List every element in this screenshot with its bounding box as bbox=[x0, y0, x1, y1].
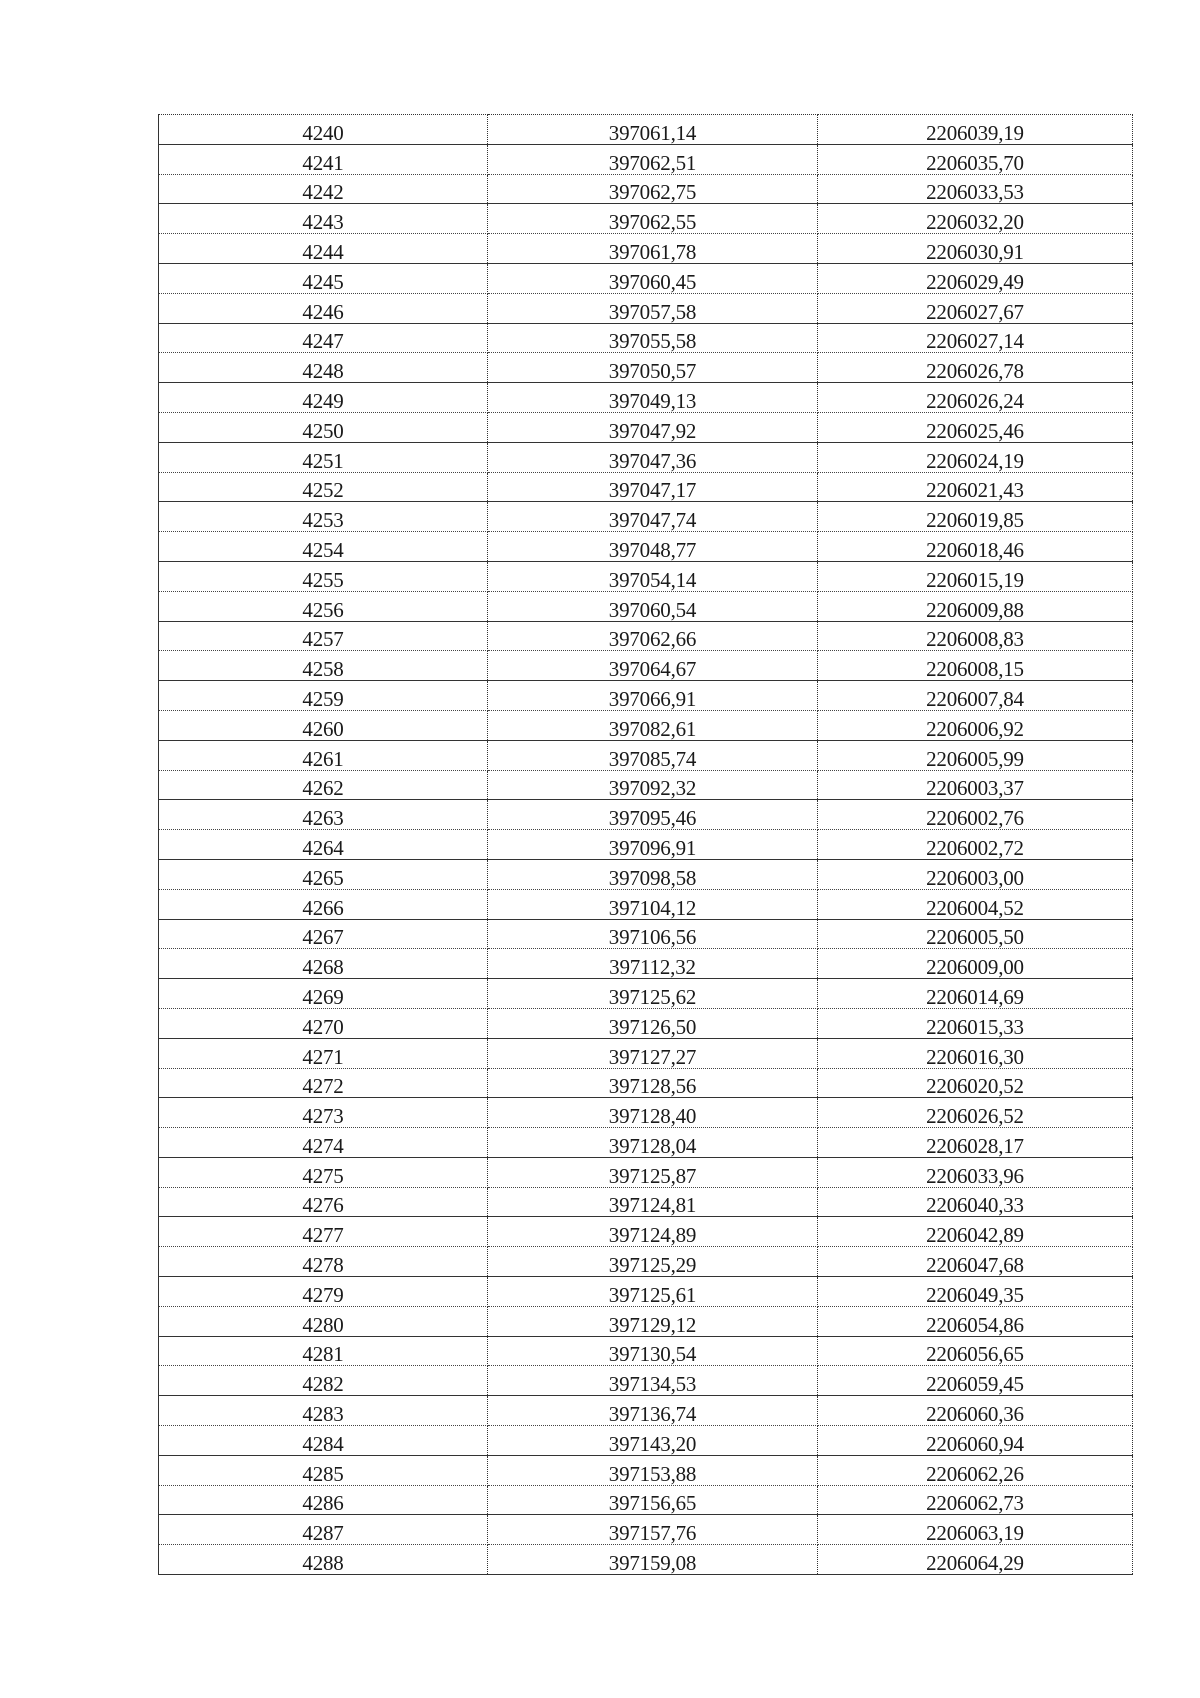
point-number-cell: 4252 bbox=[159, 472, 488, 502]
point-number-cell: 4261 bbox=[159, 740, 488, 770]
table-row bbox=[159, 1008, 1133, 1038]
point-number-cell: 4250 bbox=[159, 412, 488, 442]
point-number-cell: 4240 bbox=[159, 115, 488, 145]
point-number-cell: 4255 bbox=[159, 561, 488, 591]
table-row bbox=[159, 115, 1133, 145]
table-row bbox=[159, 293, 1133, 323]
y-coordinate-cell: 2206054,86 bbox=[818, 1306, 1133, 1336]
point-number-cell: 4249 bbox=[159, 383, 488, 413]
table-row bbox=[159, 979, 1133, 1009]
y-coordinate-cell: 2206032,20 bbox=[818, 204, 1133, 234]
point-number-cell: 4243 bbox=[159, 204, 488, 234]
y-coordinate-cell: 2206009,88 bbox=[818, 591, 1133, 621]
point-number-cell: 4258 bbox=[159, 651, 488, 681]
x-coordinate-cell: 397125,87 bbox=[488, 1157, 818, 1187]
table-row bbox=[159, 1485, 1133, 1515]
x-coordinate-cell: 397125,62 bbox=[488, 979, 818, 1009]
x-coordinate-cell: 397055,58 bbox=[488, 323, 818, 353]
table-row bbox=[159, 770, 1133, 800]
x-coordinate-cell: 397047,92 bbox=[488, 412, 818, 442]
x-coordinate-cell: 397062,75 bbox=[488, 174, 818, 204]
point-number-cell: 4272 bbox=[159, 1068, 488, 1098]
x-coordinate-cell: 397048,77 bbox=[488, 532, 818, 562]
point-number-cell: 4276 bbox=[159, 1187, 488, 1217]
table-row bbox=[159, 710, 1133, 740]
y-coordinate-cell: 2206002,76 bbox=[818, 800, 1133, 830]
y-coordinate-cell: 2206027,14 bbox=[818, 323, 1133, 353]
point-number-cell: 4278 bbox=[159, 1247, 488, 1277]
x-coordinate-cell: 397124,89 bbox=[488, 1217, 818, 1247]
table-row bbox=[159, 889, 1133, 919]
table-row bbox=[159, 234, 1133, 264]
table-row bbox=[159, 383, 1133, 413]
point-number-cell: 4287 bbox=[159, 1515, 488, 1545]
y-coordinate-cell: 2206040,33 bbox=[818, 1187, 1133, 1217]
y-coordinate-cell: 2206020,52 bbox=[818, 1068, 1133, 1098]
table-row bbox=[159, 1217, 1133, 1247]
point-number-cell: 4270 bbox=[159, 1008, 488, 1038]
x-coordinate-cell: 397085,74 bbox=[488, 740, 818, 770]
point-number-cell: 4269 bbox=[159, 979, 488, 1009]
y-coordinate-cell: 2206025,46 bbox=[818, 412, 1133, 442]
table-row bbox=[159, 949, 1133, 979]
x-coordinate-cell: 397047,36 bbox=[488, 442, 818, 472]
y-coordinate-cell: 2206062,26 bbox=[818, 1455, 1133, 1485]
x-coordinate-cell: 397062,51 bbox=[488, 144, 818, 174]
x-coordinate-cell: 397050,57 bbox=[488, 353, 818, 383]
table-row bbox=[159, 1455, 1133, 1485]
y-coordinate-cell: 2206026,24 bbox=[818, 383, 1133, 413]
point-number-cell: 4248 bbox=[159, 353, 488, 383]
point-number-cell: 4277 bbox=[159, 1217, 488, 1247]
x-coordinate-cell: 397061,14 bbox=[488, 115, 818, 145]
point-number-cell: 4264 bbox=[159, 830, 488, 860]
y-coordinate-cell: 2206024,19 bbox=[818, 442, 1133, 472]
table-row bbox=[159, 1545, 1133, 1575]
point-number-cell: 4244 bbox=[159, 234, 488, 264]
point-number-cell: 4267 bbox=[159, 919, 488, 949]
x-coordinate-cell: 397136,74 bbox=[488, 1396, 818, 1426]
point-number-cell: 4266 bbox=[159, 889, 488, 919]
y-coordinate-cell: 2206039,19 bbox=[818, 115, 1133, 145]
x-coordinate-cell: 397061,78 bbox=[488, 234, 818, 264]
point-number-cell: 4279 bbox=[159, 1277, 488, 1307]
y-coordinate-cell: 2206060,94 bbox=[818, 1426, 1133, 1456]
table-row bbox=[159, 502, 1133, 532]
table-row bbox=[159, 859, 1133, 889]
point-number-cell: 4265 bbox=[159, 859, 488, 889]
x-coordinate-cell: 397060,54 bbox=[488, 591, 818, 621]
y-coordinate-cell: 2206056,65 bbox=[818, 1336, 1133, 1366]
point-number-cell: 4288 bbox=[159, 1545, 488, 1575]
y-coordinate-cell: 2206062,73 bbox=[818, 1485, 1133, 1515]
y-coordinate-cell: 2206003,00 bbox=[818, 859, 1133, 889]
point-number-cell: 4263 bbox=[159, 800, 488, 830]
x-coordinate-cell: 397128,56 bbox=[488, 1068, 818, 1098]
point-number-cell: 4253 bbox=[159, 502, 488, 532]
x-coordinate-cell: 397095,46 bbox=[488, 800, 818, 830]
y-coordinate-cell: 2206047,68 bbox=[818, 1247, 1133, 1277]
point-number-cell: 4259 bbox=[159, 681, 488, 711]
y-coordinate-cell: 2206005,99 bbox=[818, 740, 1133, 770]
point-number-cell: 4285 bbox=[159, 1455, 488, 1485]
x-coordinate-cell: 397082,61 bbox=[488, 710, 818, 740]
x-coordinate-cell: 397159,08 bbox=[488, 1545, 818, 1575]
point-number-cell: 4280 bbox=[159, 1306, 488, 1336]
table-row bbox=[159, 919, 1133, 949]
x-coordinate-cell: 397064,67 bbox=[488, 651, 818, 681]
x-coordinate-cell: 397127,27 bbox=[488, 1038, 818, 1068]
table-row bbox=[159, 263, 1133, 293]
point-number-cell: 4286 bbox=[159, 1485, 488, 1515]
y-coordinate-cell: 2206035,70 bbox=[818, 144, 1133, 174]
point-number-cell: 4284 bbox=[159, 1426, 488, 1456]
x-coordinate-cell: 397124,81 bbox=[488, 1187, 818, 1217]
x-coordinate-cell: 397156,65 bbox=[488, 1485, 818, 1515]
point-number-cell: 4275 bbox=[159, 1157, 488, 1187]
point-number-cell: 4283 bbox=[159, 1396, 488, 1426]
y-coordinate-cell: 2206060,36 bbox=[818, 1396, 1133, 1426]
x-coordinate-cell: 397126,50 bbox=[488, 1008, 818, 1038]
point-number-cell: 4241 bbox=[159, 144, 488, 174]
point-number-cell: 4273 bbox=[159, 1098, 488, 1128]
x-coordinate-cell: 397098,58 bbox=[488, 859, 818, 889]
point-number-cell: 4251 bbox=[159, 442, 488, 472]
table-row bbox=[159, 1515, 1133, 1545]
table-row bbox=[159, 1426, 1133, 1456]
table-row bbox=[159, 1068, 1133, 1098]
table-row bbox=[159, 1366, 1133, 1396]
x-coordinate-cell: 397143,20 bbox=[488, 1426, 818, 1456]
x-coordinate-cell: 397057,58 bbox=[488, 293, 818, 323]
y-coordinate-cell: 2206002,72 bbox=[818, 830, 1133, 860]
table-row bbox=[159, 353, 1133, 383]
x-coordinate-cell: 397125,61 bbox=[488, 1277, 818, 1307]
y-coordinate-cell: 2206042,89 bbox=[818, 1217, 1133, 1247]
x-coordinate-cell: 397106,56 bbox=[488, 919, 818, 949]
table-row bbox=[159, 1128, 1133, 1158]
table-row bbox=[159, 204, 1133, 234]
point-number-cell: 4254 bbox=[159, 532, 488, 562]
table-row bbox=[159, 651, 1133, 681]
table-row bbox=[159, 1277, 1133, 1307]
coordinates-table-body bbox=[159, 115, 1133, 1575]
table-row bbox=[159, 174, 1133, 204]
table-row bbox=[159, 681, 1133, 711]
y-coordinate-cell: 2206019,85 bbox=[818, 502, 1133, 532]
y-coordinate-cell: 2206063,19 bbox=[818, 1515, 1133, 1545]
x-coordinate-cell: 397112,32 bbox=[488, 949, 818, 979]
table-row bbox=[159, 621, 1133, 651]
y-coordinate-cell: 2206021,43 bbox=[818, 472, 1133, 502]
table-row bbox=[159, 1247, 1133, 1277]
table-row bbox=[159, 1187, 1133, 1217]
table-row bbox=[159, 800, 1133, 830]
x-coordinate-cell: 397134,53 bbox=[488, 1366, 818, 1396]
x-coordinate-cell: 397062,66 bbox=[488, 621, 818, 651]
x-coordinate-cell: 397060,45 bbox=[488, 263, 818, 293]
point-number-cell: 4282 bbox=[159, 1366, 488, 1396]
x-coordinate-cell: 397128,04 bbox=[488, 1128, 818, 1158]
y-coordinate-cell: 2206003,37 bbox=[818, 770, 1133, 800]
point-number-cell: 4268 bbox=[159, 949, 488, 979]
table-row bbox=[159, 532, 1133, 562]
x-coordinate-cell: 397129,12 bbox=[488, 1306, 818, 1336]
x-coordinate-cell: 397153,88 bbox=[488, 1455, 818, 1485]
table-row bbox=[159, 740, 1133, 770]
y-coordinate-cell: 2206026,52 bbox=[818, 1098, 1133, 1128]
x-coordinate-cell: 397066,91 bbox=[488, 681, 818, 711]
y-coordinate-cell: 2206033,96 bbox=[818, 1157, 1133, 1187]
point-number-cell: 4245 bbox=[159, 263, 488, 293]
point-number-cell: 4274 bbox=[159, 1128, 488, 1158]
y-coordinate-cell: 2206018,46 bbox=[818, 532, 1133, 562]
table-row bbox=[159, 1306, 1133, 1336]
y-coordinate-cell: 2206059,45 bbox=[818, 1366, 1133, 1396]
y-coordinate-cell: 2206006,92 bbox=[818, 710, 1133, 740]
x-coordinate-cell: 397049,13 bbox=[488, 383, 818, 413]
table-row bbox=[159, 323, 1133, 353]
point-number-cell: 4262 bbox=[159, 770, 488, 800]
y-coordinate-cell: 2206026,78 bbox=[818, 353, 1133, 383]
y-coordinate-cell: 2206064,29 bbox=[818, 1545, 1133, 1575]
table-row bbox=[159, 1336, 1133, 1366]
point-number-cell: 4247 bbox=[159, 323, 488, 353]
table-row bbox=[159, 472, 1133, 502]
table-row bbox=[159, 144, 1133, 174]
y-coordinate-cell: 2206008,15 bbox=[818, 651, 1133, 681]
y-coordinate-cell: 2206029,49 bbox=[818, 263, 1133, 293]
point-number-cell: 4271 bbox=[159, 1038, 488, 1068]
y-coordinate-cell: 2206005,50 bbox=[818, 919, 1133, 949]
x-coordinate-cell: 397130,54 bbox=[488, 1336, 818, 1366]
y-coordinate-cell: 2206009,00 bbox=[818, 949, 1133, 979]
y-coordinate-cell: 2206014,69 bbox=[818, 979, 1133, 1009]
y-coordinate-cell: 2206049,35 bbox=[818, 1277, 1133, 1307]
point-number-cell: 4257 bbox=[159, 621, 488, 651]
y-coordinate-cell: 2206015,33 bbox=[818, 1008, 1133, 1038]
x-coordinate-cell: 397128,40 bbox=[488, 1098, 818, 1128]
y-coordinate-cell: 2206016,30 bbox=[818, 1038, 1133, 1068]
point-number-cell: 4246 bbox=[159, 293, 488, 323]
x-coordinate-cell: 397047,17 bbox=[488, 472, 818, 502]
y-coordinate-cell: 2206033,53 bbox=[818, 174, 1133, 204]
table-row bbox=[159, 442, 1133, 472]
table-row bbox=[159, 1157, 1133, 1187]
coordinates-table bbox=[158, 114, 1133, 1575]
x-coordinate-cell: 397054,14 bbox=[488, 561, 818, 591]
x-coordinate-cell: 397096,91 bbox=[488, 830, 818, 860]
y-coordinate-cell: 2206015,19 bbox=[818, 561, 1133, 591]
table-row bbox=[159, 1396, 1133, 1426]
y-coordinate-cell: 2206030,91 bbox=[818, 234, 1133, 264]
y-coordinate-cell: 2206007,84 bbox=[818, 681, 1133, 711]
point-number-cell: 4256 bbox=[159, 591, 488, 621]
y-coordinate-cell: 2206008,83 bbox=[818, 621, 1133, 651]
table-row bbox=[159, 412, 1133, 442]
y-coordinate-cell: 2206004,52 bbox=[818, 889, 1133, 919]
table-row bbox=[159, 591, 1133, 621]
table-row bbox=[159, 830, 1133, 860]
table-row bbox=[159, 561, 1133, 591]
point-number-cell: 4260 bbox=[159, 710, 488, 740]
x-coordinate-cell: 397125,29 bbox=[488, 1247, 818, 1277]
x-coordinate-cell: 397047,74 bbox=[488, 502, 818, 532]
y-coordinate-cell: 2206028,17 bbox=[818, 1128, 1133, 1158]
y-coordinate-cell: 2206027,67 bbox=[818, 293, 1133, 323]
x-coordinate-cell: 397104,12 bbox=[488, 889, 818, 919]
x-coordinate-cell: 397157,76 bbox=[488, 1515, 818, 1545]
table-row bbox=[159, 1038, 1133, 1068]
x-coordinate-cell: 397092,32 bbox=[488, 770, 818, 800]
point-number-cell: 4242 bbox=[159, 174, 488, 204]
x-coordinate-cell: 397062,55 bbox=[488, 204, 818, 234]
point-number-cell: 4281 bbox=[159, 1336, 488, 1366]
table-row bbox=[159, 1098, 1133, 1128]
